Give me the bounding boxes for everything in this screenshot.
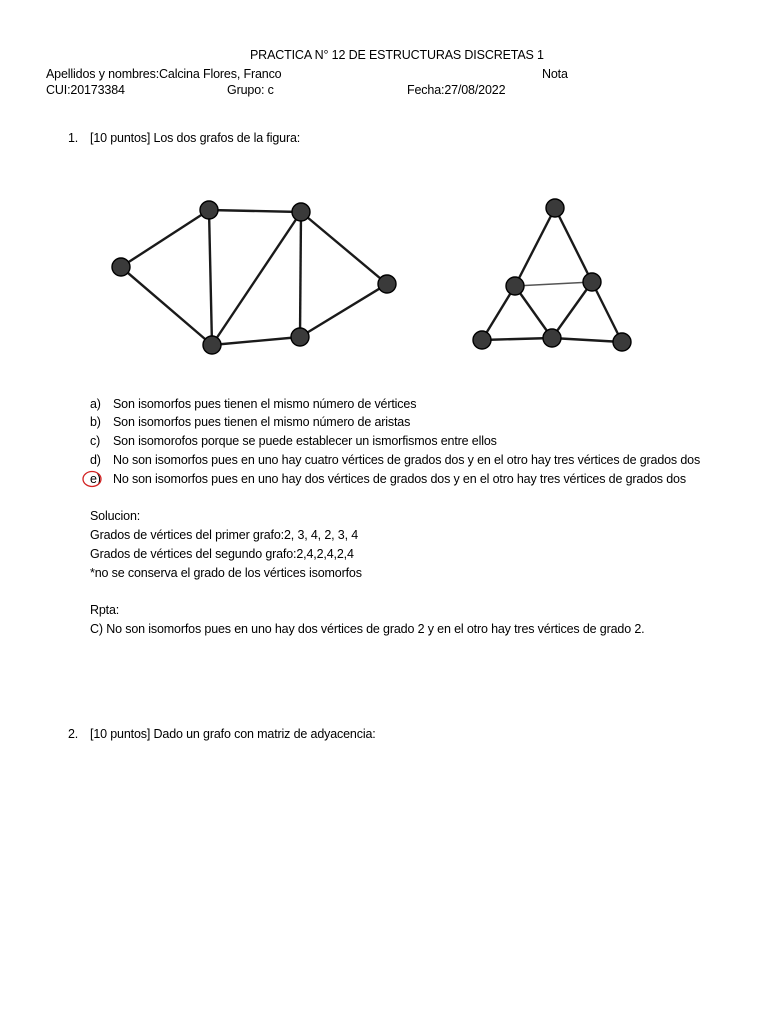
graph-vertex (583, 273, 601, 291)
option-b-letter: b) (90, 415, 101, 429)
edge (300, 212, 301, 337)
option-c-letter: c) (90, 434, 101, 448)
graph-right (473, 199, 631, 351)
graphs-figure (0, 0, 768, 380)
answer-label: Rpta: (90, 603, 120, 617)
option-e-letter: e) (90, 472, 101, 486)
edge (301, 212, 387, 284)
edge (592, 282, 622, 342)
graph-vertex (291, 328, 309, 346)
group-label: Grupo: c (227, 83, 274, 97)
graph-vertex (543, 329, 561, 347)
solution-line-2: Grados de vértices del segundo grafo:2,4,2,4,2,4 (90, 547, 354, 561)
document-title: PRACTICA N° 12 DE ESTRUCTURAS DISCRETAS 1 (250, 48, 544, 62)
edge (300, 284, 387, 337)
edge (552, 338, 622, 342)
graph-vertex (546, 199, 564, 217)
option-c-text: Son isomorofos porque se puede establecer un ismorfismos entre ellos (113, 434, 497, 448)
graph-vertex (473, 331, 491, 349)
question-2-text: [10 puntos] Dado un grafo con matriz de adyacencia: (90, 727, 376, 741)
edge (212, 212, 301, 345)
grade-label: Nota (542, 67, 568, 81)
edge (209, 210, 301, 212)
solution-heading: Solucion: (90, 509, 141, 523)
edge (515, 208, 555, 286)
option-a-text: Son isomorfos pues tienen el mismo número de vértices (113, 397, 417, 411)
graph-vertex (203, 336, 221, 354)
question-1-number: 1. (68, 131, 79, 145)
graph-vertex (378, 275, 396, 293)
answer-text: C) No son isomorfos pues en uno hay dos vértices de grado 2 y en el otro hay tres vértices de grado 2. (90, 622, 645, 636)
edge (212, 337, 300, 345)
date-label: Fecha:27/08/2022 (407, 83, 506, 97)
edge (121, 210, 209, 267)
edge (515, 282, 592, 286)
question-2-number: 2. (68, 727, 79, 741)
student-name: Apellidos y nombres:Calcina Flores, Franco (46, 67, 282, 81)
option-b-text: Son isomorfos pues tienen el mismo número de aristas (113, 415, 411, 429)
graph-vertex (292, 203, 310, 221)
edge (121, 267, 212, 345)
edge (555, 208, 592, 282)
graph-vertex (613, 333, 631, 351)
option-d-letter: d) (90, 453, 101, 467)
graph-vertex (112, 258, 130, 276)
edge (482, 338, 552, 340)
option-e-text: No son isomorfos pues en uno hay dos vértices de grados dos y en el otro hay tres vértices de grados dos (113, 472, 686, 486)
graph-vertex (506, 277, 524, 295)
option-d-text: No son isomorfos pues en uno hay cuatro vértices de grados dos y en el otro hay tres vértices de grados dos (113, 453, 701, 467)
question-1-text: [10 puntos] Los dos grafos de la figura: (90, 131, 301, 145)
graph-left (112, 201, 396, 354)
edge (552, 282, 592, 338)
student-id: CUI:20173384 (46, 83, 125, 97)
edge (209, 210, 212, 345)
solution-line-1: Grados de vértices del primer grafo:2, 3, 4, 2, 3, 4 (90, 528, 359, 542)
option-a-letter: a) (90, 397, 101, 411)
graph-vertex (200, 201, 218, 219)
solution-line-3: *no se conserva el grado de los vértices isomorfos (90, 566, 362, 580)
